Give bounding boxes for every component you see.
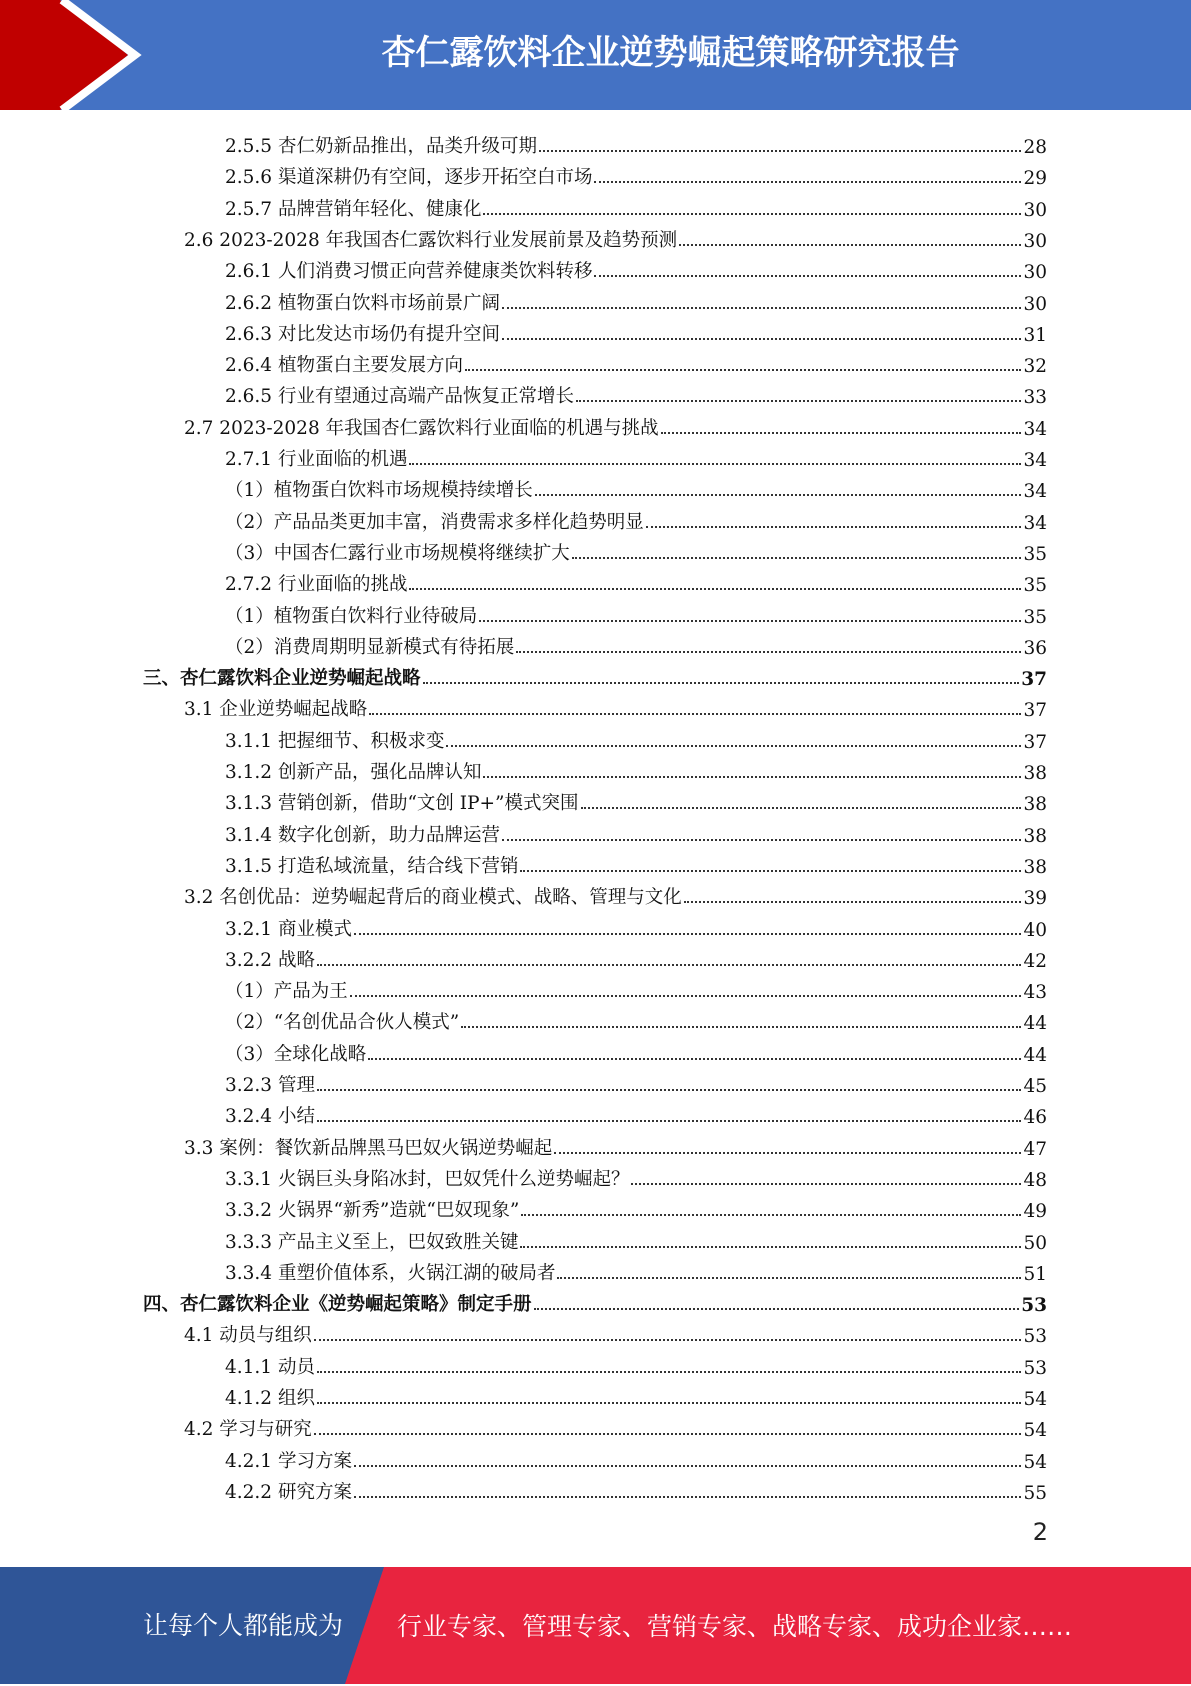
toc-entry-page: 42: [1023, 950, 1047, 972]
toc-entry-title: 3.1.2 创新产品，强化品牌认知: [225, 762, 482, 783]
toc-leader-dots: [502, 338, 1021, 340]
toc-entry-page: 53: [1021, 1295, 1047, 1317]
toc-leader-dots: [520, 1246, 1021, 1248]
toc-leader-dots: [314, 1433, 1022, 1435]
toc-entry[interactable]: [225, 597, 1047, 628]
toc-leader-dots: [539, 150, 1021, 152]
toc-leader-dots: [554, 1152, 1021, 1154]
footer-slogan-left: 让每个人都能成为: [143, 1611, 344, 1640]
toc-entry-title: 三、杏仁露饮料企业逆势崛起战略: [143, 668, 421, 690]
toc-leader-dots: [317, 1371, 1022, 1373]
toc-leader-dots: [581, 807, 1022, 809]
toc-entry-page: 55: [1023, 1482, 1047, 1504]
toc-leader-dots: [423, 682, 1020, 684]
toc-entry-title: 2.6.5 行业有望通过高端产品恢复正常增长: [225, 386, 574, 408]
toc-entry-title: 4.1.1 动员: [225, 1356, 315, 1378]
toc-leader-dots: [465, 369, 1021, 371]
toc-leader-dots: [502, 839, 1021, 841]
toc-leader-dots: [317, 964, 1022, 966]
toc-entry-page: 36: [1023, 637, 1047, 659]
toc-entry-page: 44: [1023, 1013, 1047, 1035]
report-title: 杏仁露饮料企业逆势崛起策略研究报告: [381, 33, 960, 73]
toc-entry-page: 30: [1023, 230, 1047, 252]
toc-leader-dots: [534, 1308, 1020, 1310]
toc-entry-page: 54: [1023, 1420, 1047, 1442]
toc-entry-page: 51: [1023, 1263, 1047, 1285]
toc-entry-title: 2.5.5 杏仁奶新品推出，品类升级可期: [225, 136, 537, 157]
toc-entry-title: （3）全球化战略: [225, 1043, 367, 1065]
toc-leader-dots: [631, 1183, 1021, 1185]
toc-entry-title: 4.2 学习与研究: [184, 1419, 312, 1441]
toc-leader-dots: [483, 776, 1021, 778]
footer-slogan-right: 行业专家、管理专家、营销专家、战略专家、成功企业家……: [397, 1612, 1073, 1641]
toc-leader-dots: [369, 713, 1021, 715]
page-number: 2: [1032, 1518, 1048, 1546]
toc-entry-title: 2.7 2023-2028 年我国杏仁露饮料行业面临的机遇与挑战: [184, 417, 659, 439]
toc-entry-page: 49: [1023, 1201, 1047, 1223]
toc-entry[interactable]: [225, 1066, 1047, 1097]
toc-entry-title: （2）消费周期明显新模式有待拓展: [225, 636, 515, 658]
toc-entry[interactable]: [225, 1003, 1047, 1034]
toc-entry-page: 43: [1023, 982, 1047, 1004]
toc-entry[interactable]: [143, 659, 1047, 690]
toc-entry-page: 38: [1023, 825, 1047, 847]
toc-entry[interactable]: [225, 284, 1047, 315]
toc-entry-title: 2.7.2 行业面临的挑战: [225, 574, 408, 596]
toc-leader-dots: [483, 213, 1021, 215]
toc-entry[interactable]: [225, 346, 1047, 377]
toc-entry-page: 34: [1023, 418, 1047, 440]
toc-entry[interactable]: [225, 127, 1047, 158]
toc-entry-title: 3.2.4 小结: [225, 1106, 315, 1128]
toc-entry[interactable]: [225, 972, 1047, 1003]
toc-entry-title: 2.6.2 植物蛋白饮料市场前景广阔: [225, 292, 500, 314]
toc-entry-title: 2.5.7 品牌营销年轻化、健康化: [225, 198, 482, 220]
toc-leader-dots: [409, 588, 1021, 590]
toc-leader-dots: [354, 1465, 1022, 1467]
toc-entry-page: 34: [1023, 481, 1047, 503]
toc-entry[interactable]: [225, 565, 1047, 596]
toc-entry-title: （2）产品品类更加丰富，消费需求多样化趋势明显: [225, 511, 644, 533]
toc-entry-title: （1）植物蛋白饮料行业待破局: [225, 605, 478, 627]
toc-entry-page: 44: [1023, 1044, 1047, 1066]
toc-entry-page: 35: [1023, 606, 1047, 628]
toc-entry-page: 28: [1023, 137, 1047, 158]
header-arrow-decoration: [0, 0, 160, 110]
toc-entry[interactable]: [225, 1160, 1047, 1191]
toc-entry-page: 31: [1023, 324, 1047, 346]
toc-entry-title: 4.2.1 学习方案: [225, 1450, 352, 1472]
toc-entry-title: 2.7.1 行业面临的机遇: [225, 449, 408, 470]
toc-entry-page: 34: [1023, 450, 1047, 471]
toc-leader-dots: [661, 432, 1022, 434]
toc-entry[interactable]: [225, 471, 1047, 502]
toc-entry-title: 四、杏仁露饮料企业《逆势崛起策略》制定手册: [143, 1294, 532, 1316]
toc-leader-dots: [646, 526, 1022, 528]
toc-entry[interactable]: [184, 409, 1047, 440]
toc-entry[interactable]: [225, 440, 1047, 471]
toc-entry-page: 40: [1023, 919, 1047, 941]
toc-entry-title: 4.1 动员与组织: [184, 1325, 312, 1347]
toc-entry-title: 3.2.1 商业模式: [225, 918, 352, 940]
toc-leader-dots: [572, 557, 1022, 559]
toc-entry[interactable]: [184, 221, 1047, 252]
toc-entry-page: 53: [1023, 1326, 1047, 1348]
toc-leader-dots: [521, 1214, 1021, 1216]
toc-entry[interactable]: [225, 1473, 1047, 1504]
toc-entry[interactable]: [225, 534, 1047, 565]
toc-entry-page: 39: [1023, 888, 1047, 910]
toc-entry[interactable]: [225, 377, 1047, 408]
toc-entry[interactable]: [225, 628, 1047, 659]
toc-entry[interactable]: [225, 158, 1047, 189]
toc-entry-page: 30: [1023, 262, 1047, 284]
toc-entry-title: 4.2.2 研究方案: [225, 1481, 352, 1503]
toc-entry[interactable]: [225, 1223, 1047, 1254]
toc-entry[interactable]: [143, 1285, 1047, 1316]
toc-entry[interactable]: [225, 1442, 1047, 1473]
toc-leader-dots: [479, 620, 1021, 622]
toc-entry[interactable]: [225, 847, 1047, 878]
toc-entry-title: 3.1.4 数字化创新，助力品牌运营: [225, 824, 500, 846]
toc-leader-dots: [461, 1026, 1021, 1028]
toc-entry[interactable]: [225, 753, 1047, 784]
toc-entry-page: 37: [1023, 700, 1047, 722]
toc-entry-title: （3）中国杏仁露行业市场规模将继续扩大: [225, 542, 570, 564]
toc-leader-dots: [317, 1120, 1022, 1122]
toc-entry-page: 35: [1023, 543, 1047, 565]
toc-leader-dots: [350, 995, 1022, 997]
toc-entry[interactable]: [225, 1254, 1047, 1285]
toc-entry-page: 38: [1023, 794, 1047, 816]
toc-entry-page: 29: [1023, 168, 1047, 190]
toc-entry-page: 30: [1023, 199, 1047, 221]
toc-entry-page: 32: [1023, 356, 1047, 378]
toc-entry[interactable]: [225, 722, 1047, 753]
toc-entry-title: 2.6 2023-2028 年我国杏仁露饮料行业发展前景及趋势预测: [184, 229, 678, 251]
toc-entry-title: 3.3.2 火锅界“新秀”造就“巴奴现象”: [225, 1200, 520, 1222]
toc-leader-dots: [354, 1496, 1022, 1498]
toc-entry-title: 3.1 企业逆势崛起战略: [184, 699, 368, 721]
toc-entry[interactable]: [225, 910, 1047, 941]
toc-leader-dots: [317, 1402, 1022, 1404]
toc-entry-page: 53: [1023, 1357, 1047, 1379]
toc-entry-title: （1）植物蛋白饮料市场规模持续增长: [225, 480, 533, 502]
toc-entry[interactable]: [225, 315, 1047, 346]
toc-leader-dots: [535, 494, 1022, 496]
toc-leader-dots: [576, 400, 1021, 402]
toc-entry[interactable]: [225, 1348, 1047, 1379]
toc-entry[interactable]: [225, 816, 1047, 847]
toc-leader-dots: [354, 933, 1022, 935]
toc-entry[interactable]: [225, 252, 1047, 283]
toc-entry-page: 54: [1023, 1451, 1047, 1473]
toc-entry[interactable]: [225, 941, 1047, 972]
toc-entry[interactable]: [225, 1379, 1047, 1410]
toc-leader-dots: [516, 651, 1021, 653]
toc-leader-dots: [368, 1058, 1021, 1060]
toc-entry[interactable]: [225, 784, 1047, 815]
toc-entry-page: 48: [1023, 1169, 1047, 1191]
toc-leader-dots: [520, 870, 1021, 872]
toc-entry-title: 2.6.1 人们消费习惯正向营养健康类饮料转移: [225, 261, 593, 283]
toc-entry-title: 3.2 名创优品：逆势崛起背后的商业模式、战略、管理与文化: [184, 887, 682, 909]
toc-entry[interactable]: [184, 1129, 1047, 1160]
toc-entry-page: 45: [1023, 1076, 1047, 1097]
toc-entry[interactable]: [184, 878, 1047, 909]
toc-entry-page: 34: [1023, 512, 1047, 534]
page-header: [0, 0, 1191, 110]
toc-leader-dots: [557, 1277, 1021, 1279]
toc-entry-title: 3.2.2 战略: [225, 949, 315, 971]
toc-leader-dots: [314, 1339, 1022, 1341]
toc-entry-page: 33: [1023, 387, 1047, 409]
toc-entry-title: （2）“名创优品合伙人模式”: [225, 1012, 460, 1034]
toc-entry-page: 30: [1023, 293, 1047, 315]
toc-entry[interactable]: [184, 690, 1047, 721]
toc-entry-page: 50: [1023, 1232, 1047, 1254]
toc-entry-page: 47: [1023, 1138, 1047, 1160]
toc-entry[interactable]: [225, 1097, 1047, 1128]
toc-entry-page: 38: [1023, 763, 1047, 784]
toc-entry-page: 38: [1023, 856, 1047, 878]
toc-leader-dots: [409, 463, 1021, 465]
toc-entry-page: 54: [1023, 1389, 1047, 1410]
toc-entry-title: （1）产品为王: [225, 981, 348, 1003]
toc-entry-title: 3.3.3 产品主义至上，巴奴致胜关键: [225, 1231, 519, 1253]
toc-entry[interactable]: [225, 1191, 1047, 1222]
toc-entry-page: 46: [1023, 1107, 1047, 1129]
toc-entry-page: 37: [1021, 669, 1047, 691]
toc-entry[interactable]: [184, 1410, 1047, 1441]
toc-entry[interactable]: [225, 503, 1047, 534]
toc-entry[interactable]: [225, 190, 1047, 221]
toc-entry-title: 3.3.4 重塑价值体系，火锅江湖的破局者: [225, 1262, 556, 1284]
toc-leader-dots: [594, 275, 1021, 277]
toc-leader-dots: [684, 901, 1022, 903]
toc-entry[interactable]: [225, 1035, 1047, 1066]
toc-entry-title: 3.2.3 管理: [225, 1075, 315, 1096]
toc-entry-title: 3.1.3 营销创新，借助“文创 IP+”模式突围: [225, 793, 579, 815]
toc-leader-dots: [317, 1089, 1022, 1091]
toc-entry-page: 35: [1023, 575, 1047, 597]
toc-entry[interactable]: [184, 1316, 1047, 1347]
toc-entry-title: 2.5.6 渠道深耕仍有空间，逐步开拓空白市场: [225, 167, 593, 189]
toc-leader-dots: [594, 181, 1021, 183]
toc-entry-title: 3.3.1 火锅巨头身陷冰封，巴奴凭什么逆势崛起？: [225, 1168, 630, 1190]
toc-entry-title: 3.3 案例：餐饮新品牌黑马巴奴火锅逆势崛起: [184, 1137, 553, 1159]
toc-entry-title: 3.1.1 把握细节、积极求变: [225, 730, 445, 752]
toc-entry-title: 2.6.3 对比发达市场仍有提升空间: [225, 323, 500, 345]
toc-entry-page: 37: [1023, 731, 1047, 753]
toc-leader-dots: [446, 745, 1021, 747]
page-footer: [0, 1567, 1191, 1684]
toc-entry-title: 4.1.2 组织: [225, 1388, 315, 1409]
toc-entry-title: 3.1.5 打造私域流量，结合线下营销: [225, 855, 519, 877]
toc-entry-title: 2.6.4 植物蛋白主要发展方向: [225, 355, 463, 377]
toc-leader-dots: [502, 307, 1021, 309]
toc-leader-dots: [679, 244, 1021, 246]
